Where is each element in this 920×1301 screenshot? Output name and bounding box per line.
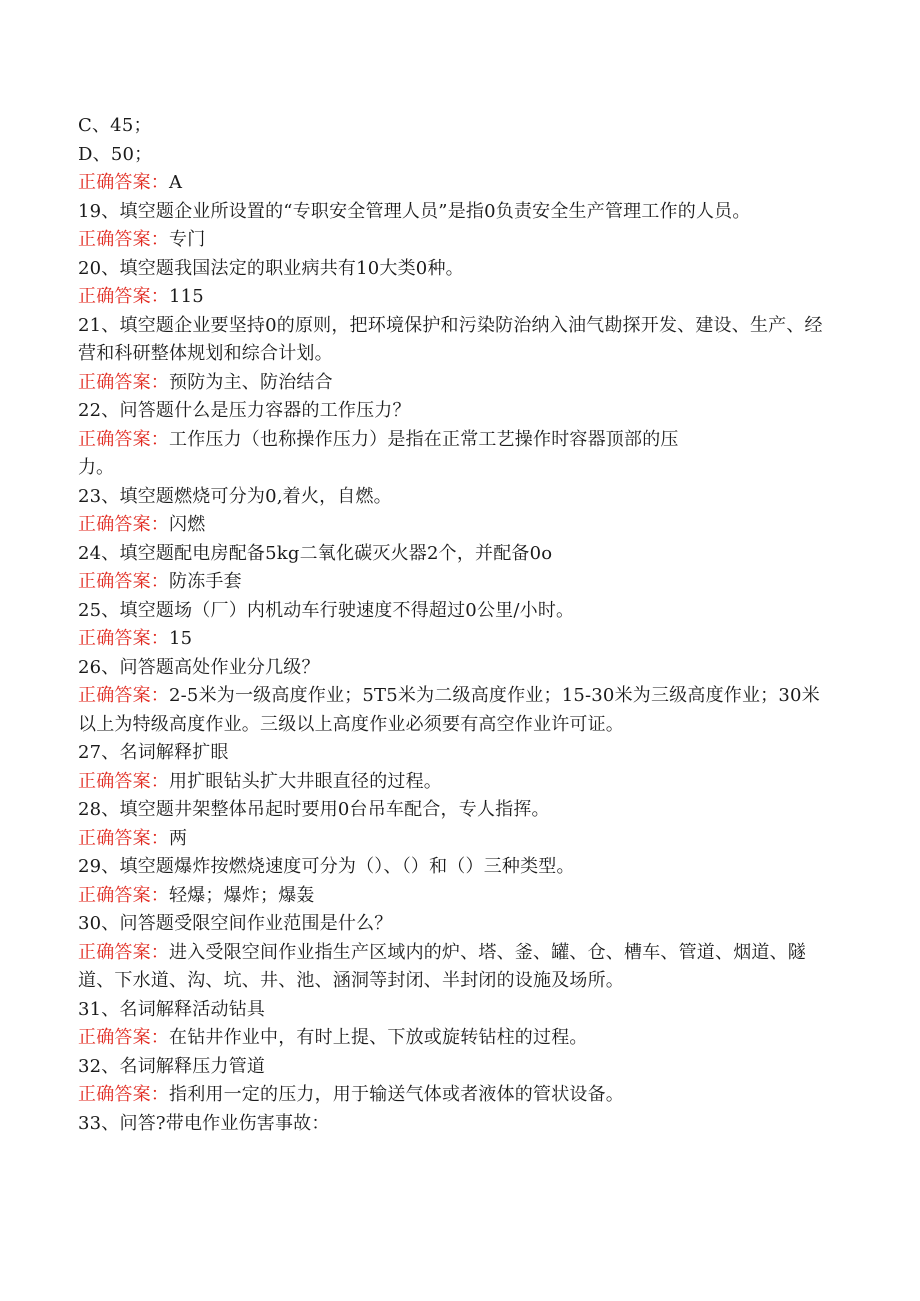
answer-label: 正确答案： xyxy=(78,172,169,193)
question-line: 28、填空题井架整体吊起时要用0台吊车配合，专人指挥。 xyxy=(78,799,550,820)
question-line: 22、问答题什么是压力容器的工作压力？ xyxy=(78,400,411,421)
answer-line xyxy=(78,511,828,540)
answer-text: A xyxy=(169,172,183,193)
answer-label: 正确答案： xyxy=(78,941,169,963)
answer-text: 在钻井作业中，有时上提、下放或旋转钻柱的过程。 xyxy=(169,1027,588,1048)
answer-text: 用扩眼钻头扩大井眼直径的过程。 xyxy=(169,770,442,792)
answer-line xyxy=(78,283,828,312)
question-list xyxy=(78,112,828,1138)
answer-text: 进入受限空间作业指生产区域内的炉、塔、釜、罐、仓、槽车、管道、烟道、隧道、下水道、沟、坑、井、池、涵洞等封闭、半封闭的设施及场所。 xyxy=(78,941,806,991)
answer-label: 正确答案： xyxy=(78,286,169,307)
answer-text: 防冻手套 xyxy=(169,571,242,592)
answer-line xyxy=(78,625,828,654)
option-line: D、50； xyxy=(78,143,153,165)
answer-text: 轻爆；爆炸；爆轰 xyxy=(169,884,315,906)
answer-line xyxy=(78,682,828,739)
question-line: 32、名词解释压力管道 xyxy=(78,1055,266,1077)
question-line: 19、填空题企业所设置的“专职安全管理人员”是指0负责安全生产管理工作的人员。 xyxy=(78,200,751,222)
answer-continuation: 力。 xyxy=(78,457,114,478)
answer-text: 专门 xyxy=(169,229,206,250)
answer-text: 115 xyxy=(169,286,204,307)
answer-line xyxy=(78,1081,828,1110)
question-line: 27、名词解释扩眼 xyxy=(78,742,229,763)
answer-line xyxy=(78,226,828,255)
answer-line xyxy=(78,825,828,854)
answer-text: 工作压力（也称操作压力）是指在正常工艺操作时容器顶部的压 xyxy=(169,428,679,450)
answer-label: 正确答案： xyxy=(78,371,169,393)
answer-text: 指利用一定的压力，用于输送气体或者液体的管状设备。 xyxy=(169,1084,624,1105)
answer-line xyxy=(78,1024,828,1053)
answer-label: 正确答案： xyxy=(78,229,169,250)
answer-text: 闪燃 xyxy=(169,514,206,535)
answer-line xyxy=(78,169,828,198)
answer-label: 正确答案： xyxy=(78,571,169,592)
option-line: C、45； xyxy=(78,115,152,136)
answer-label: 正确答案： xyxy=(78,884,169,906)
answer-label: 正确答案： xyxy=(78,514,169,535)
answer-label: 正确答案： xyxy=(78,428,169,450)
answer-text: 两 xyxy=(169,827,188,849)
answer-line xyxy=(78,568,828,597)
answer-line xyxy=(78,369,828,398)
answer-text: 2-5米为一级高度作业；5T5米为二级高度作业；15-30米为三级高度作业；30米以上为特级高度作业。三级以上高度作业必须要有高空作业许可证。 xyxy=(78,685,820,735)
question-line: 33、问答?带电作业伤害事故： xyxy=(78,1112,330,1134)
answer-line xyxy=(78,768,828,797)
answer-label: 正确答案： xyxy=(78,628,169,649)
question-line: 31、名词解释活动钻具 xyxy=(78,998,266,1020)
question-line: 21、填空题企业要坚持0的原则，把环境保护和污染防治纳入油气勘探开发、建设、生产、经营和科研整体规划和综合计划。 xyxy=(78,314,823,364)
answer-label: 正确答案： xyxy=(78,827,169,849)
question-line: 23、填空题燃烧可分为0,着火，自燃。 xyxy=(78,485,392,507)
answer-label: 正确答案： xyxy=(78,1084,169,1105)
question-line: 29、填空题爆炸按燃烧速度可分为（）、（）和（）三种类型。 xyxy=(78,856,575,877)
answer-text: 15 xyxy=(169,628,193,649)
answer-line xyxy=(78,939,828,996)
answer-line xyxy=(78,882,828,911)
question-line: 25、填空题场（厂）内机动车行驶速度不得超过0公里/小时。 xyxy=(78,599,575,621)
answer-label: 正确答案： xyxy=(78,770,169,792)
answer-label: 正确答案： xyxy=(78,685,169,706)
question-line: 20、填空题我国法定的职业病共有10大类0种。 xyxy=(78,257,464,279)
answer-label: 正确答案： xyxy=(78,1027,169,1048)
question-line: 30、问答题受限空间作业范围是什么？ xyxy=(78,913,393,934)
question-line: 26、问答题高处作业分几级？ xyxy=(78,656,320,678)
answer-text: 预防为主、防治结合 xyxy=(169,371,333,393)
answer-line xyxy=(78,426,828,455)
question-line: 24、填空题配电房配备5kg二氧化碳灭火器2个，并配备0o xyxy=(78,542,553,564)
